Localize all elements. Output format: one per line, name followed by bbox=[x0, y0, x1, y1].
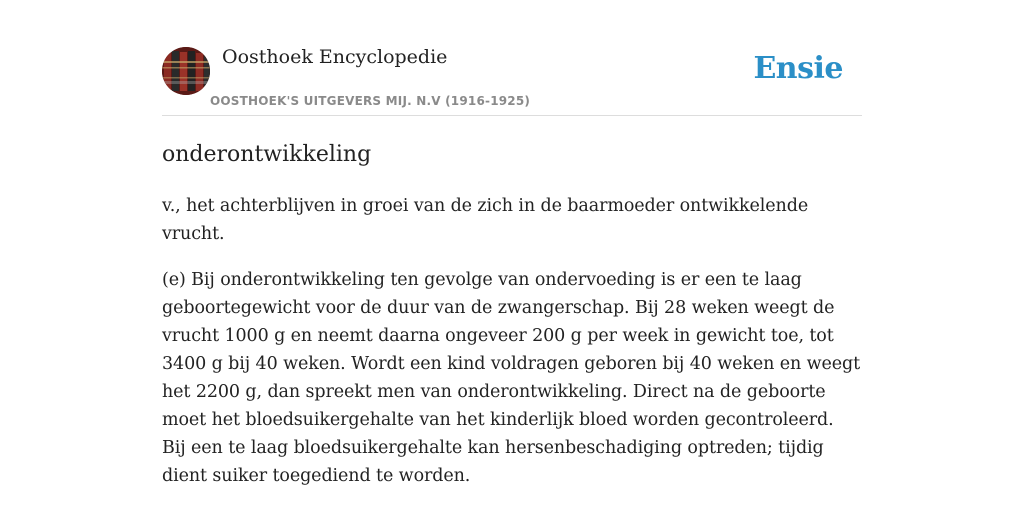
source-title[interactable]: Oosthoek Encyclopedie bbox=[222, 46, 448, 68]
entry-header bbox=[162, 44, 862, 116]
brand-logo[interactable]: Ensie bbox=[753, 51, 843, 86]
page-title: onderontwikkeling bbox=[162, 142, 372, 167]
entry-card bbox=[162, 44, 862, 490]
entry-body: (e) Bij onderontwikkeling ten gevolge van ondervoeding is er een te laag geboortegewicht voor de duur van de zwangerschap. Bij 28 weken weegt de vrucht 1000 g en neemt daarna ongeveer 200 g per week in gewicht toe, tot 3400 g bij 40 weken. Wordt een kind voldragen geboren bij 40 weken en weegt het 2200 g, dan spreekt men van onderontwikkeling. Direct na de geboorte moet het bloedsuikergehalte van het kinderlijk bloed worden gecontroleerd. Bij een te laag bloedsuikergehalte kan hersenbeschadiging optreden; tijdig dient suiker toegediend te worden. bbox=[162, 270, 861, 486]
source-subtitle: OOSTHOEK'S UITGEVERS MIJ. N.V (1916-1925) bbox=[210, 94, 531, 108]
encyclopedia-books-icon[interactable] bbox=[162, 47, 210, 95]
entry-definition: v., het achterblijven in groei van de zich in de baarmoeder ontwikkelende vrucht. bbox=[162, 196, 809, 244]
